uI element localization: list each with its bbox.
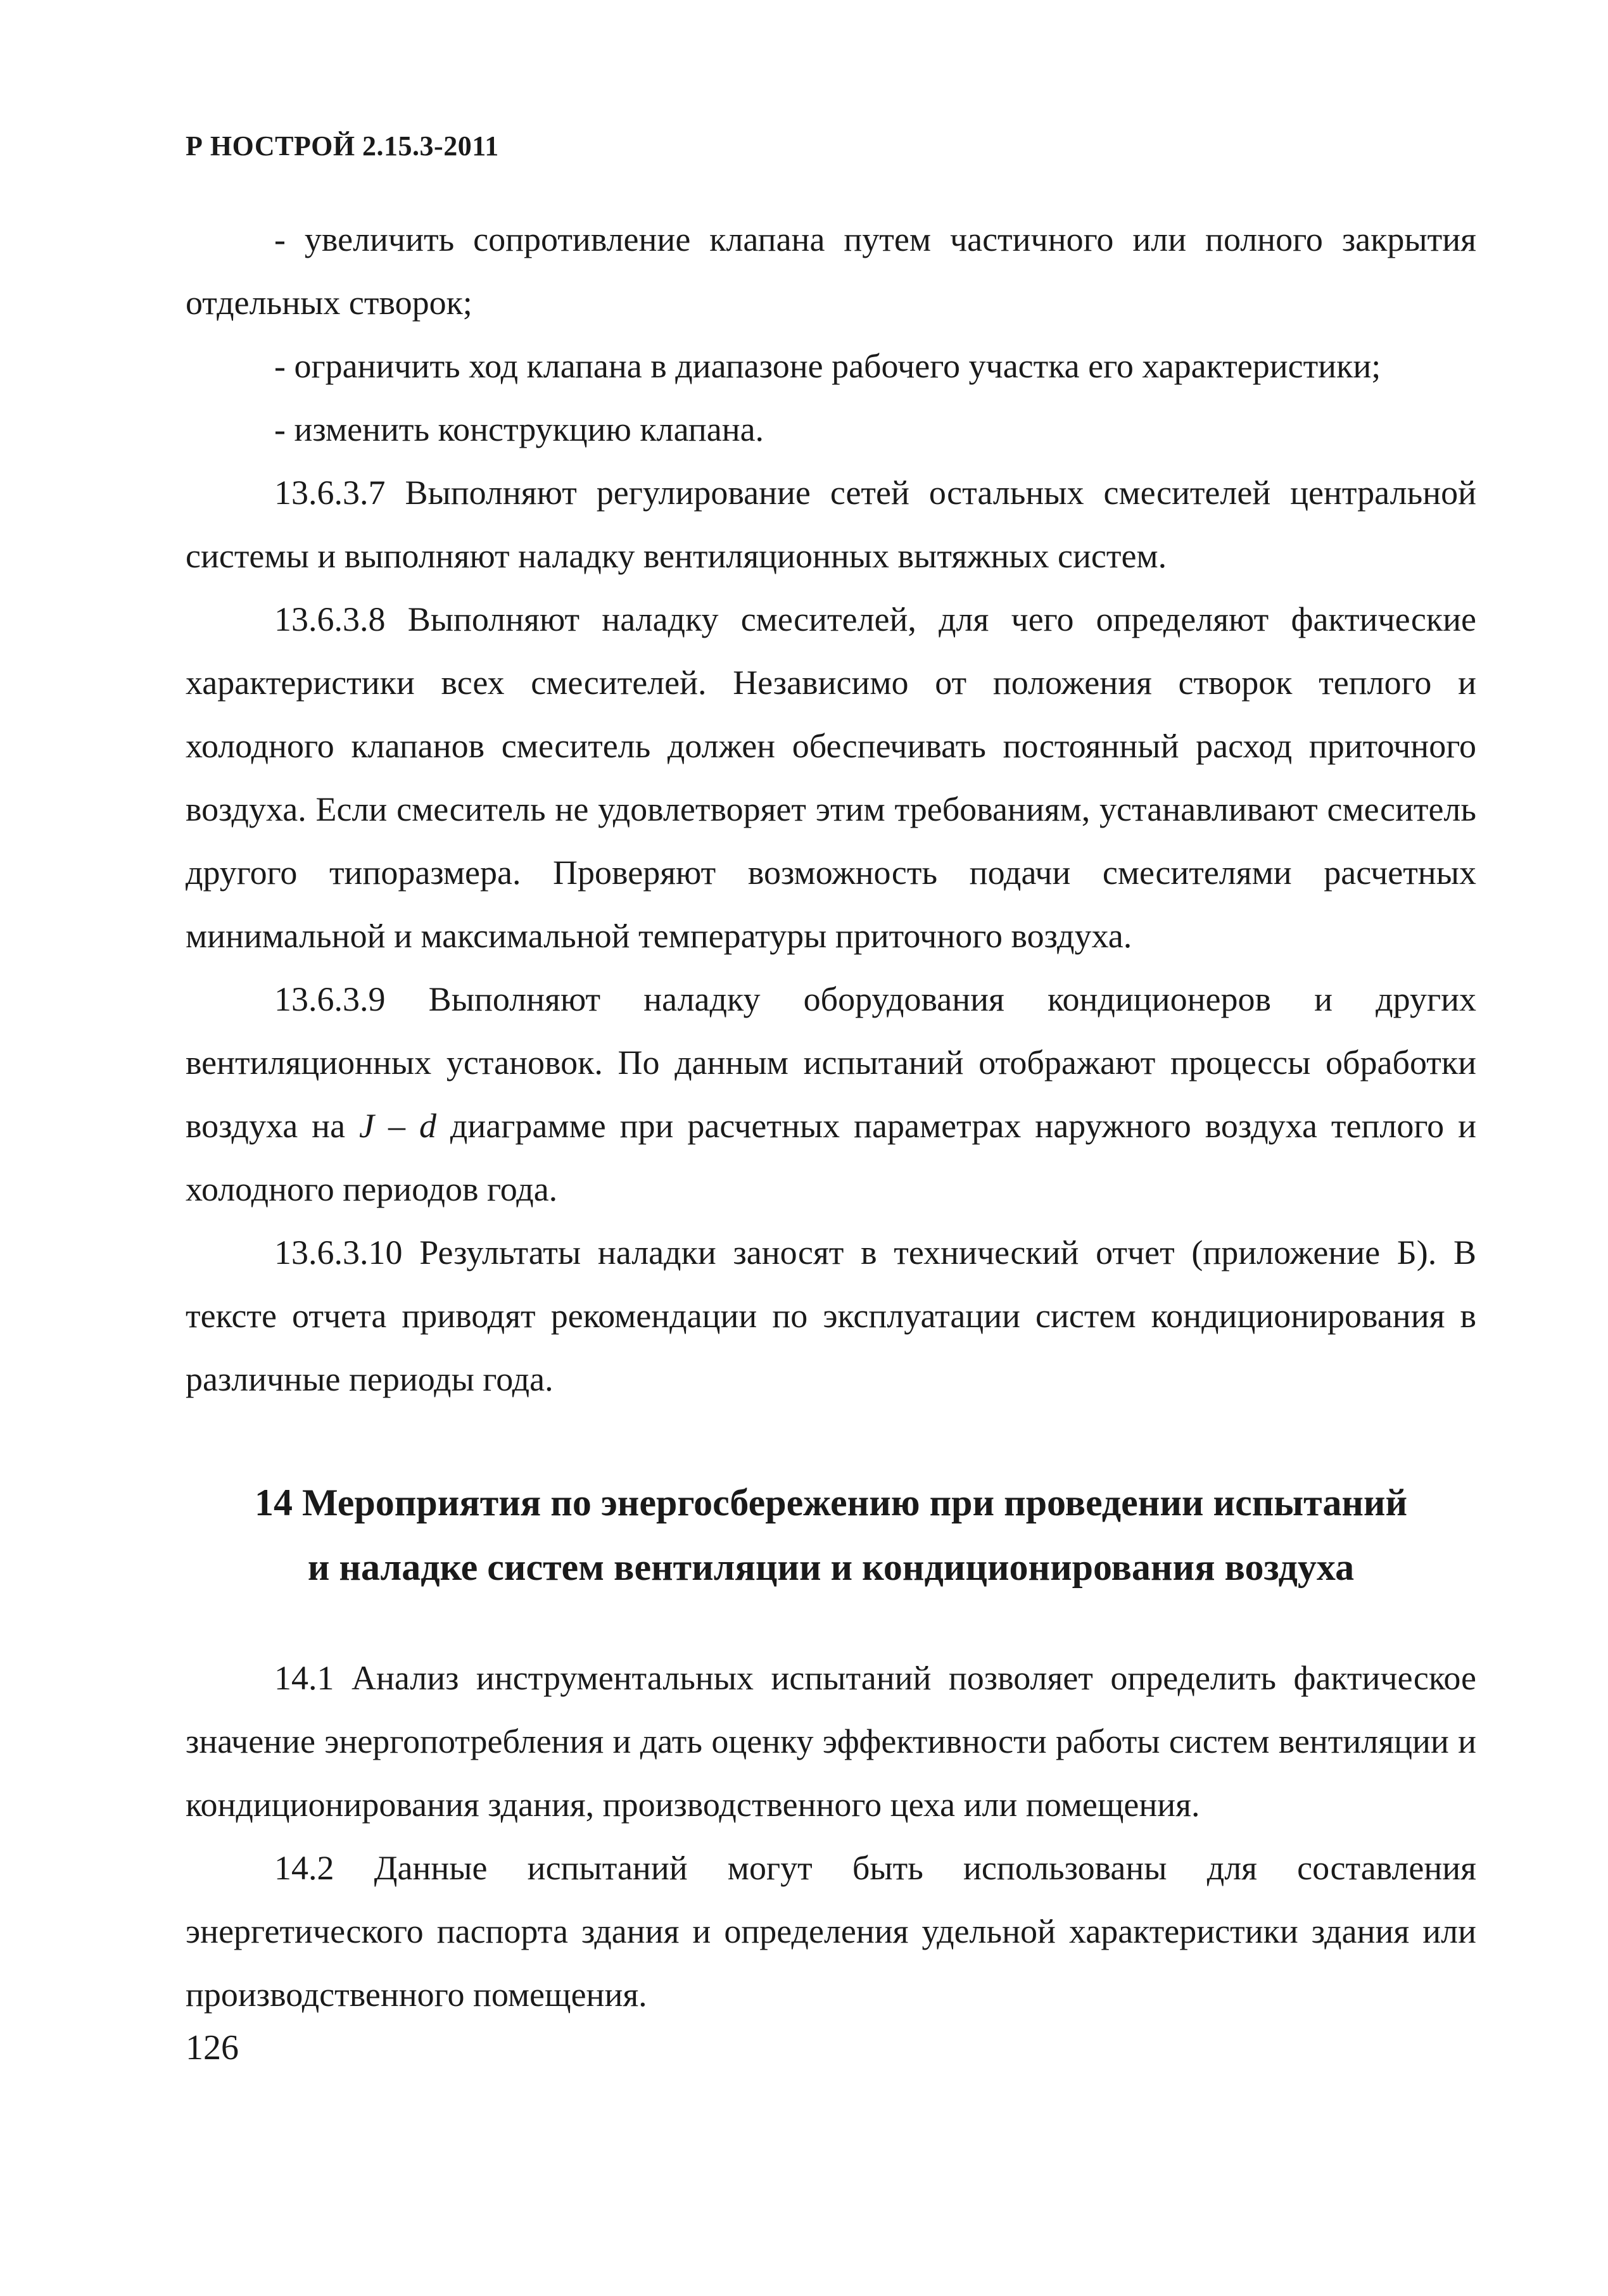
section-14-body xyxy=(186,1646,1476,2026)
paragraph-14-1: 14.1 Анализ инструментальных испытаний позволяет определить фактическое значение энергопотребления и дать оценку эффективности работы систем вентиляции и кондиционирования здания, производственного цеха или помещения. xyxy=(186,1659,1476,1824)
dash: – xyxy=(374,1107,419,1145)
paragraph-14-2: 14.2 Данные испытаний могут быть использованы для составления энергетического паспорта здания и определения удельной характеристики здания или производственного помещения. xyxy=(186,1849,1476,2014)
variable-d: d xyxy=(419,1107,436,1145)
paragraph-13-6-3-9-before: 13.6.3.9 Выполняют наладку оборудования кондиционеров и других вентиляционных установок. По данным испытаний отображают процессы обработки воздуха на xyxy=(186,980,1476,1145)
page-number: 126 xyxy=(186,2028,239,2067)
section-14-heading-line2: и наладке систем вентиляции и кондиционирования воздуха xyxy=(307,1546,1355,1588)
section-14-heading-line1: 14 Мероприятия по энергосбережению при проведении испытаний xyxy=(254,1482,1408,1523)
paragraph-valve-resistance: - увеличить сопротивление клапана путем частичного или полного закрытия отдельных створок; xyxy=(186,220,1476,322)
variable-j: J xyxy=(359,1107,374,1145)
paragraph-13-6-3-9 xyxy=(186,968,1476,1221)
paragraph-13-6-3-9-after: диаграмме при расчетных параметрах наружного воздуха теплого и холодного периодов года. xyxy=(186,1107,1476,1208)
document-code-header: Р НОСТРОЙ 2.15.3-2011 xyxy=(186,130,499,161)
paragraph-13-6-3-7: 13.6.3.7 Выполняют регулирование сетей остальных смесителей центральной системы и выполняют наладку вентиляционных вытяжных систем. xyxy=(186,474,1476,575)
paragraph-valve-travel: - ограничить ход клапана в диапазоне рабочего участка его характеристики; xyxy=(274,347,1381,385)
section-13-body xyxy=(186,208,1476,1411)
paragraph-valve-design: - изменить конструкцию клапана. xyxy=(274,410,764,448)
paragraph-13-6-3-8: 13.6.3.8 Выполняют наладку смесителей, для чего определяют фактические характеристики всех смесителей. Независимо от положения створок теплого и холодного клапанов смеситель должен обеспечивать постоянный расход приточного воздуха. Если смеситель не удовлетворяет этим требованиям, устанавливают смеситель другого типоразмера. Проверяют возможность подачи смесителями расчетных минимальной и максимальной температуры приточного воздуха. xyxy=(186,600,1476,955)
paragraph-13-6-3-10: 13.6.3.10 Результаты наладки заносят в технический отчет (приложение Б). В тексте отчета приводят рекомендации по эксплуатации систем кондиционирования в различные периоды года. xyxy=(186,1233,1476,1398)
section-14-heading xyxy=(186,1470,1476,1599)
